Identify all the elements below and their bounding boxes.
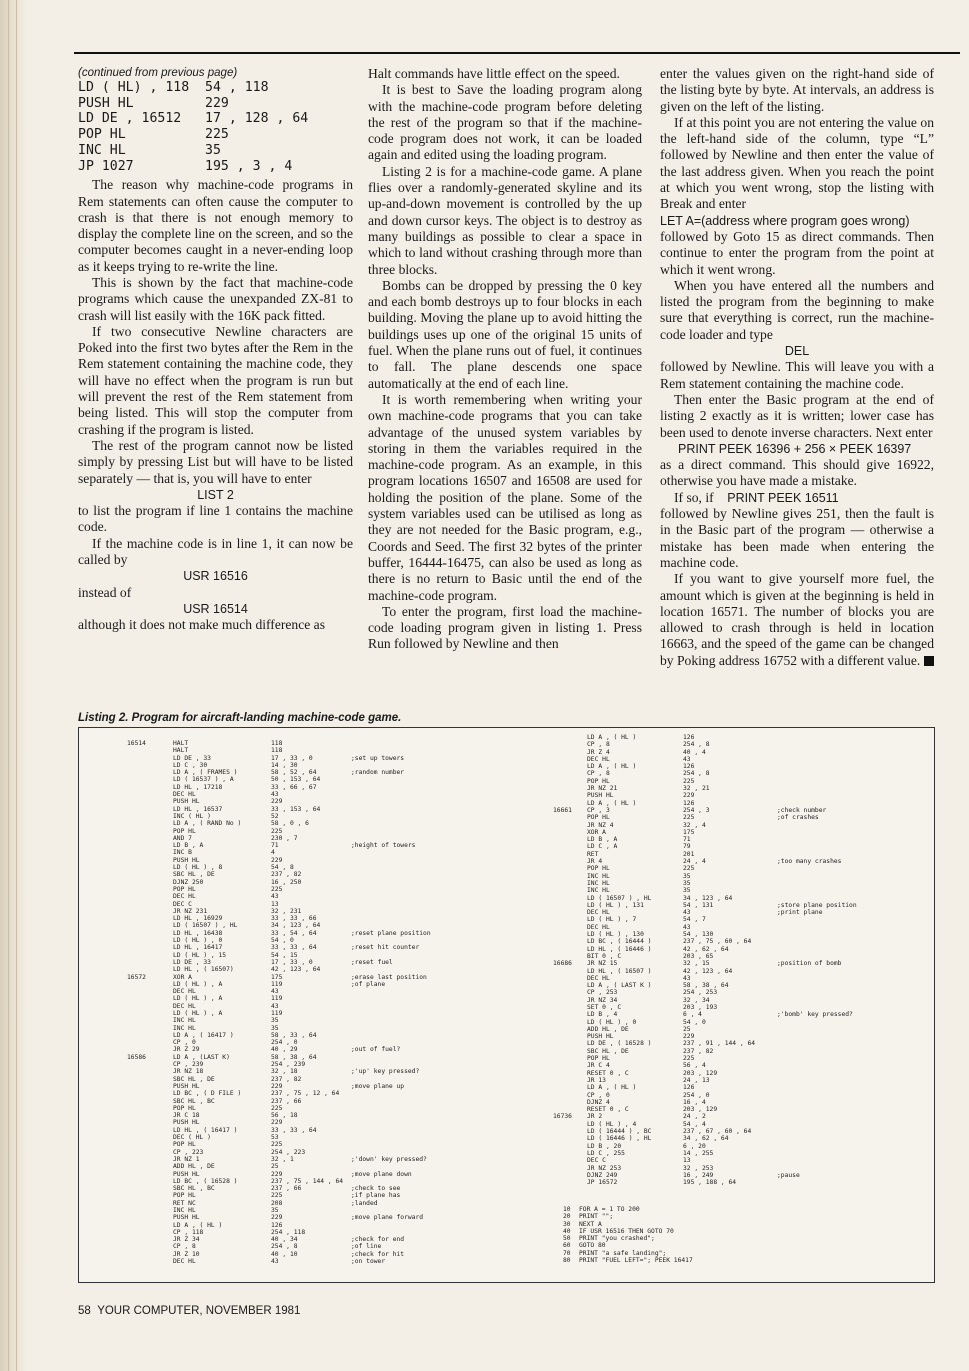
listing-bytes-right: 126 254 , 8 40 , 4 43 126 254 , 8 225 32 , 21 229 126 254 , 3 225 32 , 4 175 71 79 201 24 , 4 225 35 35 35 34 , 123 , 64 54 , 131 43 54 , 7 43 54 , 130 237 , 75 , 60 , 64 42 , 62 , 64 203 , 65 32 , 15 42 , 123 , 64 43 58 , 38 , 64 254 , 253 32 , 34 203 , 193 6 , 4 54 , 0 25 229 237 , 91 , 144 , 64 237 , 82 225 56 , 4 203 , 129 24 , 13 126 254 , 0 16 , 4 203 , 129 24 , 2 54 , 4 237 , 67 , 60 , 64 34 , 62 , 64 6 , 20 14 , 255 13 32 , 253 16 , 249 195 , 188 , 64 (683, 734, 756, 1187)
paragraph: followed by Newline gives 251, then the fault is in the Basic part of the program — otherwise a mistake has been made when entering the machine code. (660, 506, 934, 570)
listing-comments-left: ;set up towers ;random number ;height of towers ;reset plane position ;reset hit counter ;reset fuel ;erase last position ;of plane ;out of fuel? ;'up' key pressed? ;move plane up ;'down' key pressed? ;move plane down ;check to see ;if plane has ;landed ;move plane forward ;check for end ;of line ;check for hit ;on tower (351, 754, 431, 1266)
header-rule (74, 52, 960, 54)
paragraph: to list the program if line 1 contains the machine code. (78, 503, 353, 535)
paragraph: The rest of the program cannot now be listed simply by pressing List but will have to be listed separately — that is, you will have to enter (78, 437, 353, 486)
paragraph: To enter the program, first load the machine-code loading program given in listing 1. Press Run followed by Newline and then (368, 603, 642, 652)
paragraph: This is shown by the fact that machine-code programs which cause the unexpanded ZX-81 to crash will list easily with the 16K pack fitted. (78, 275, 353, 323)
command-line: USR 16514 (183, 601, 248, 616)
paragraph: Bombs can be dropped by pressing the 0 key and each bomb destroys up to four blocks in each building. Moving the plane up to avoid hitting the buildings uses up one of the original 15 units of fuel. When the plane runs out of fuel, it continues to fall. The plane descends one space automatically at the end of each line. (368, 277, 642, 391)
listing-box (78, 727, 935, 1283)
paragraph: Then enter the Basic program at the end of listing 2 exactly as it is written; lower case has been used to denote inverse characters. Next enter (660, 391, 934, 440)
command-line: LIST 2 (197, 487, 234, 502)
listing-code-left: HALT HALT LD DE , 33 LD C , 30 LD A , ( FRAMES ) LD ( 16537 ) , A LD HL , 17218 DEC HL PUSH HL LD HL , 16537 INC ( HL ) LD A , ( RAND No ) POP HL AND 7 LD B , A INC B PUSH HL LD ( HL ) , 8 SBC HL , DE DJNZ 250 POP HL DEC HL DEC C JR NZ 231 LD HL , 16929 LD ( 16507 ) , HL LD HL , 16438 LD ( HL ) , 0 LD HL , 16417 LD ( HL ) , 15 LD DE , 33 LD HL , ( 16507) XOR A LD ( HL ) , A DEC HL LD ( HL ) , A DEC HL LD ( HL ) , A INC HL INC HL LD A , ( 16417 ) CP , 0 JR Z 29 LD A , (LAST K) CP , 239 JR NZ 18 SBC HL , DE PUSH HL LD BC , ( D FILE ) SBC HL , BC POP HL JR C 18 PUSH HL LD HL , ( 16417 ) DEC ( HL ) POP HL CP , 223 JR NZ 1 ADD HL , DE PUSH HL LD BC , ( 16528 ) SBC HL , BC POP HL RET NC INC HL PUSH HL LD A , ( HL ) CP , 118 JR Z 34 CP , 8 JR Z 10 DEC HL (173, 740, 242, 1266)
text-column-3 (660, 66, 934, 669)
paragraph: Halt commands have little effect on the speed. (368, 66, 620, 81)
listing-caption: Listing 2. Program for aircraft-landing machine-code game. (78, 712, 402, 724)
paragraph: although it does not make much difference as (78, 617, 326, 633)
paragraph: The reason why machine-code programs in Rem statements can often cause the computer to crash is that there is not enough memory to display the complete line on the screen, and so the computer becomes caught in a never-ending loop as it keeps trying to re-write the line. (78, 177, 353, 274)
inline-command: PRINT PEEK 16511 (727, 490, 839, 505)
listing-bytes-left: 118 118 17 , 33 , 0 14 , 30 58 , 52 , 64 50 , 153 , 64 33 , 66 , 67 43 229 33 , 153 , 64 52 58 , 0 , 6 225 230 , 7 71 4 229 54 , 8 237 , 82 16 , 250 225 43 13 32 , 231 33 , 33 , 66 34 , 123 , 64 33 , 54 , 64 54 , 0 33 , 33 , 64 54 , 15 17 , 33 , 0 42 , 123 , 64 175 119 43 119 43 119 35 35 58 , 33 , 64 254 , 0 40 , 29 58 , 38 , 64 254 , 239 32 , 18 237 , 82 229 237 , 75 , 12 , 64 237 , 66 225 56 , 18 229 33 , 33 , 64 53 225 254 , 223 32 , 1 25 229 237 , 75 , 144 , 64 237 , 66 225 208 35 229 126 254 , 118 40 , 34 254 , 8 40 , 10 43 (271, 740, 344, 1266)
continued-note: (continued from previous page) (78, 67, 238, 79)
paragraph-text: If you want to give yourself more fuel, the amount which is given at the beginning is held in location 16571. The number of blocks you are allowed to crash through is held in location 16663, and the speed of the game can be changed by Poking address 16752 with a different value. (660, 571, 934, 668)
code-snippet (78, 80, 353, 174)
page-edge-line (16, 0, 17, 1371)
paragraph (660, 571, 934, 669)
paragraph-text: If so, if (674, 489, 714, 505)
basic-program: FOR A = 1 TO 200 PRINT ""; NEXT A IF USR 16516 THEN GOTO 70 PRINT "you crashed"; GOTO 80 PRINT "a safe landing"; PRINT "FUEL LEFT="; PEEK 16417 (579, 1206, 693, 1265)
command-line: USR 16516 (183, 569, 248, 584)
text-column-2 (368, 66, 642, 653)
paragraph: as a direct command. This should give 16922, otherwise you have made a mistake. (660, 457, 934, 489)
listing-code-right: LD A , ( HL ) CP , 8 JR Z 4 DEC HL LD A , ( HL ) CP , 8 POP HL JR NZ 21 PUSH HL LD A , ( HL ) CP , 3 POP HL JR NZ 4 XOR A LD B , A LD C , A RET JR 4 POP HL INC HL INC HL INC HL LD ( 16507 ) , HL LD ( HL ) , 131 DEC HL LD ( HL ) , 7 DEC HL LD ( HL ) , 130 LD BC , ( 16444 ) LD HL , ( 16446 ) BIT 0 , C JR NZ 15 LD HL , ( 16507 ) DEC HL LD A , ( LAST K ) CP , 253 JR NZ 34 SET 0 , C LD B , 4 LD ( HL ) , 0 ADD HL , DE PUSH HL LD DE , ( 16528 ) SBC HL , DE POP HL JR C 4 RESET 0 , C JR 13 LD A , ( HL ) CP , 0 DJNZ 4 RESET 0 , C JR 2 LD ( HL ) , 4 LD ( 16444 ) , BC LD ( 16446 ) , HL LD B , 20 LD C , 255 DEC C JR NZ 253 DJNZ 249 JP 16572 (587, 734, 652, 1187)
listing-comments-right: ;check number ;of crashes ;too many crashes ;store plane position ;print plane ;position of bomb ;'bomb' key pressed? ;pause (777, 806, 857, 1179)
page-gutter (0, 0, 28, 1371)
paragraph: instead of (78, 584, 132, 600)
code-row: LD ( HL) , 118 54 , 118 (78, 80, 269, 95)
code-row: POP HL 225 (78, 127, 229, 143)
paragraph: followed by Newline. This will leave you with a Rem statement containing the machine code. (660, 359, 934, 391)
text-column-1 (78, 66, 353, 634)
paragraph (660, 490, 934, 506)
paragraph: It is best to Save the loading program along with the machine-code program before deleting the rest of the program so that if the machine-code program does not work, it can be loaded again and edited using the loading program. (368, 82, 642, 163)
paragraph: When you have entered all the numbers and listed the program from the beginning to make sure that everything is correct, run the machine-code loader and type (660, 277, 934, 342)
code-row: LD DE , 16512 17 , 128 , 64 (78, 111, 309, 127)
command-line: DEL (784, 344, 810, 359)
code-row: JP 1027 195 , 3 , 4 (78, 158, 293, 174)
listing-addresses-right: 16661 16686 16736 (553, 806, 572, 1121)
paragraph: It is worth remembering when writing your own machine-code programs that you can take advantage of the unused system variables by storing in them the variables required in the machine-code program. As an example, in this program locations 16507 and 16508 are used for holding the position of the plane. Some of the system variables used can be utilised as long as they are not needed for the Basic program, e.g., Coords and Seed. The first 32 bytes of the printer buffer, 16444-16475, can also be used as long as there is no return to Basic until the end of the machine-code program. (368, 391, 642, 603)
code-row: INC HL 35 (78, 142, 221, 158)
code-row: PUSH HL 229 (78, 95, 229, 111)
paragraph: If the machine code is in line 1, it can now be called by (78, 535, 353, 568)
paragraph: If two consecutive Newline characters are Poked into the first two bytes after the Rem in the Rem statement containing the machine code, they will have no effect when the program is run but will prevent the rest of the Rem statement from being listed. This will stop the computer from crashing if the program is listed. (78, 323, 353, 437)
paragraph: followed by Goto 15 as direct commands. Then continue to enter the program from the point at which it went wrong. (660, 228, 934, 277)
basic-line-numbers: 10 20 30 40 50 60 70 80 (563, 1206, 571, 1265)
paragraph: enter the values given on the right-hand side of the listing byte by byte. At intervals, an address is given on the left of the listing. (660, 66, 934, 114)
paragraph: Listing 2 is for a machine-code game. A plane flies over a randomly-generated skyline and its up-and-down movement is controlled by the up and down cursor keys. The object is to destroy as many buildings as possible to clear a space in which to land without crashing through more than three blocks. (368, 163, 642, 277)
page-edge-line (8, 0, 9, 1371)
page-number: 58 (78, 1305, 91, 1317)
paragraph: If at this point you are not entering the value on the left-hand side of the column, type “L” followed by Newline and then enter the value of the last address given. When you reach the point at which you went wrong, stop the listing with Break and enter (660, 114, 934, 212)
publication-name: YOUR COMPUTER, NOVEMBER 1981 (97, 1305, 301, 1317)
command-line: LET A=(address where program goes wrong) (660, 213, 910, 228)
page-footer (78, 1305, 300, 1317)
listing-addresses-left: 16514 16572 16586 (127, 740, 146, 1061)
command-line: PRINT PEEK 16396 + 256 × PEEK 16397 (678, 441, 912, 456)
end-mark-icon (924, 656, 934, 666)
